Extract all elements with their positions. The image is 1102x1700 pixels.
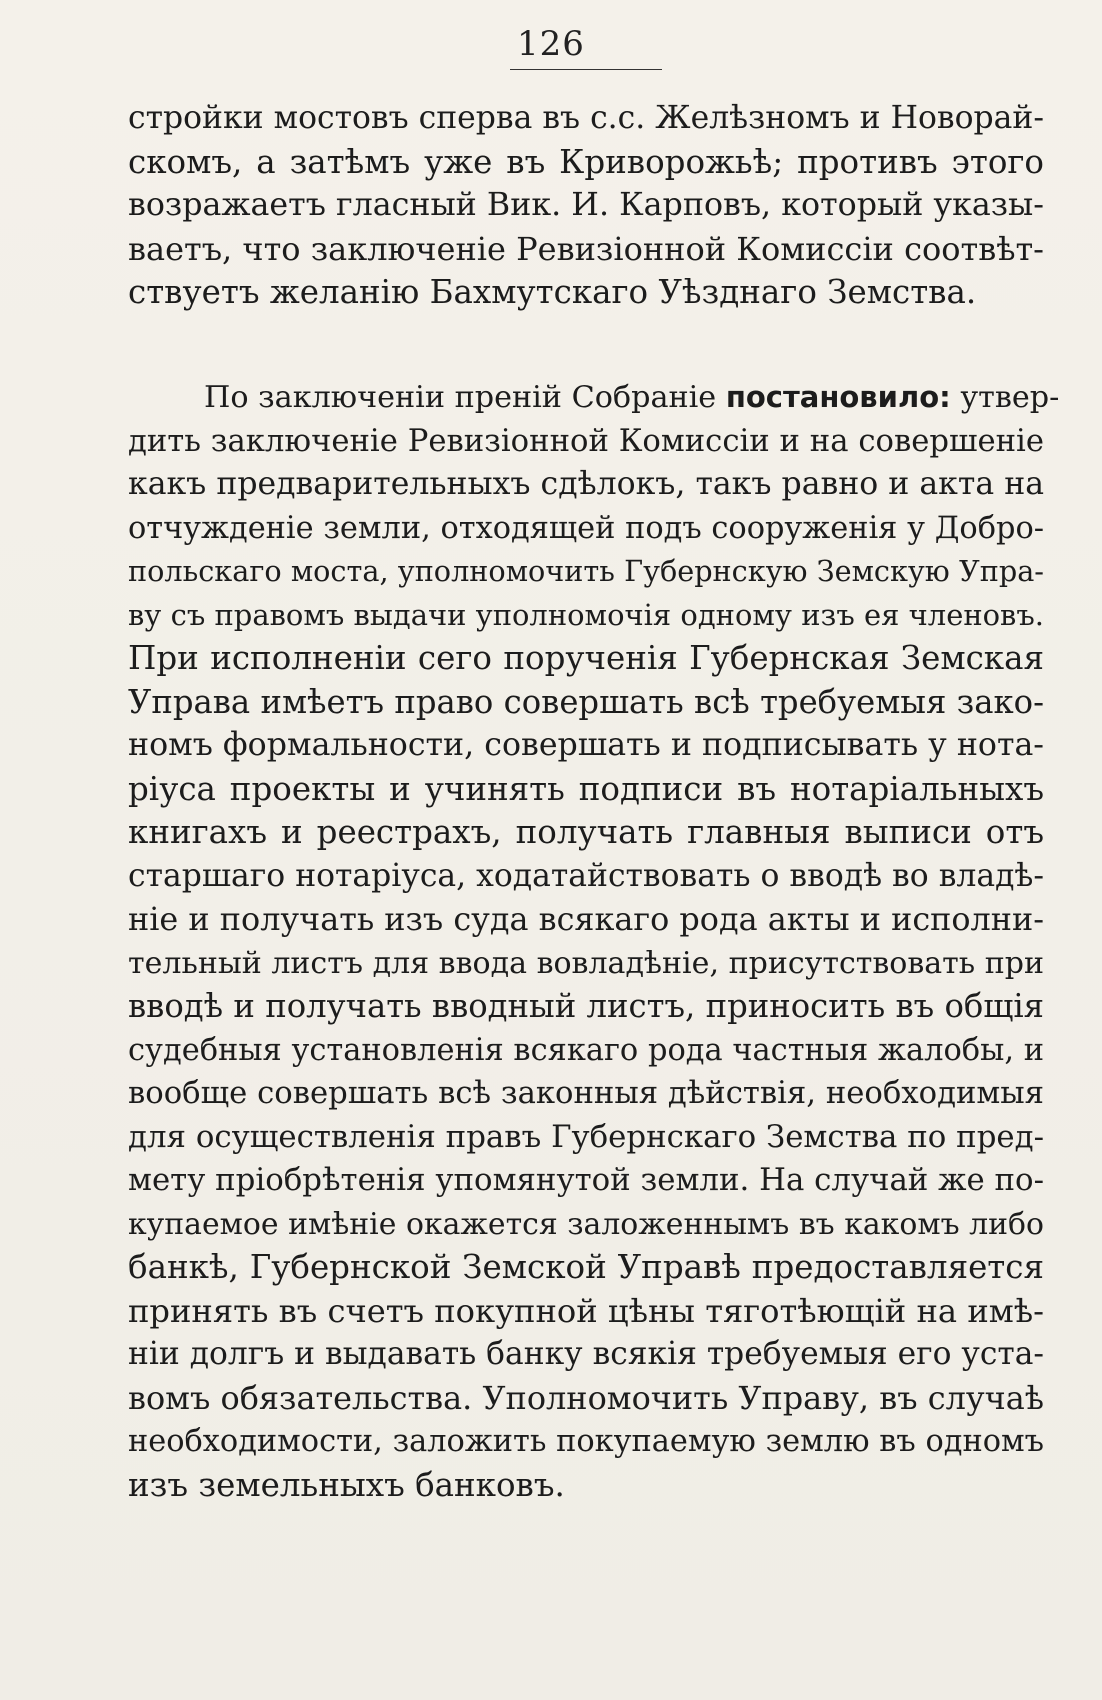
page-number: 126 — [517, 24, 585, 64]
text-line: польскаго моста, уполномочить Губернскую Земскую Упра- — [128, 554, 1044, 588]
text-line: ву съ правомъ выдачи уполномочiя одному изъ ея членовъ. — [128, 597, 1044, 632]
page-number-underline — [510, 69, 662, 70]
text-line: нiи долгъ и выдавать банку всякiя требуемыя его уста- — [128, 1336, 1044, 1372]
text-run: По заключенiи пренiй Собранiе — [204, 380, 726, 415]
text-line: старшаго нотарiуса, ходатайствовать о вводѣ во владѣ- — [128, 857, 1044, 894]
text-line: для осуществленiя правъ Губернскаго Земства по пред- — [128, 1118, 1044, 1155]
text-line: вводѣ и получать вводный листъ, приносить въ общiя — [128, 987, 1044, 1025]
text-line: возражаетъ гласный Вик. И. Карповъ, который указы- — [128, 187, 1044, 223]
text-line: необходимости, заложить покупаемую землю въ одномъ — [128, 1424, 1044, 1459]
text-line: судебныя установленiя всякаго рода частныя жалобы, и — [128, 1032, 1044, 1068]
text-line: изъ земельныхъ банковъ. — [128, 1465, 565, 1504]
text-line: Управа имѣетъ право совершать всѣ требуемыя зако- — [128, 682, 1044, 721]
text-line: купаемое имѣнiе окажется заложеннымъ въ какомъ либо — [128, 1206, 1044, 1242]
text-line: рiуса проекты и учинять подписи въ нотарiальныхъ — [128, 769, 1044, 808]
text-line: тельный листъ для ввода вовладѣнiе, присутствовать при — [128, 945, 1044, 981]
text-line: какъ предварительныхъ сдѣлокъ, такъ равно и акта на — [128, 466, 1044, 502]
text-line: мету прiобрѣтенiя упомянутой земли. На случай же по- — [128, 1162, 1044, 1198]
paragraph-1 — [128, 97, 1044, 315]
text-line-first — [128, 376, 1060, 420]
text-line: отчужденiе земли, отходящей подъ сооруженiя у Добро- — [128, 510, 1044, 546]
text-line: При исполненiи сего порученiя Губернская Земская — [128, 639, 1044, 677]
text-line: принять въ счетъ покупной цѣны тяготѣющiй на имѣ- — [128, 1291, 1044, 1330]
text-line: банкѣ, Губернской Земской Управѣ предоставляется — [128, 1248, 1044, 1286]
text-line: нiе и получать изъ суда всякаго рода акты и исполни- — [128, 900, 1044, 938]
text-line: книгахъ и реестрахъ, получать главныя выписи отъ — [128, 813, 1044, 851]
text-line: дить заключенiе Ревизiонной Комиссiи и на совершенiе — [128, 423, 1044, 459]
emphasized-word: постановило: — [725, 380, 951, 414]
paragraph-2 — [128, 376, 1060, 1507]
text-line: номъ формальности, совершать и подписывать у нота- — [128, 727, 1044, 763]
text-line: ствуетъ желанiю Бахмутскаго Уѣзднаго Земства. — [128, 273, 977, 311]
text-line: вомъ обязательства. Уполномочить Управу, въ случаѣ — [128, 1378, 1044, 1417]
text-line: стройки мостовъ сперва въ с.с. Желѣзномъ и Новорай- — [128, 100, 1044, 136]
text-line: скомъ, а затѣмъ уже въ Криворожьѣ; противъ этого — [128, 142, 1044, 181]
text-run: утвер- — [950, 380, 1060, 415]
text-line: ваетъ, что заключенiе Ревизiонной Комиссiи соотвѣт- — [128, 229, 1044, 268]
text-line: вообще совершать всѣ законныя дѣйствiя, необходимыя — [128, 1076, 1044, 1111]
